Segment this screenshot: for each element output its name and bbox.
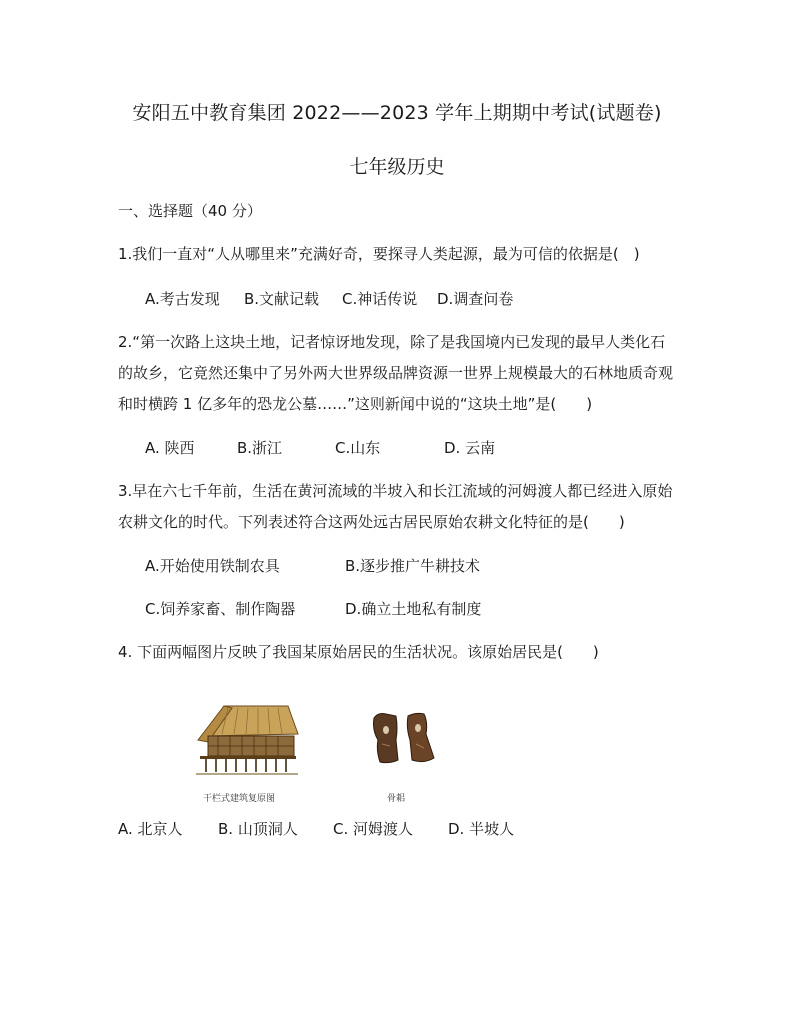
stilt-house-caption: 干栏式建筑复原图 [203,794,276,804]
option-a: A.开始使用铁制农具 [145,557,280,575]
option-c: C.神话传说 [342,290,418,308]
question-2-text: 2.“第一次路上这块土地，记者惊讶地发现，除了是我国境内已发现的最早人类化石的故乡，它竟然还集中了另外两大世界级品牌资源一世界上规模最大的石林地质奇观和时横跨 1 亿多年的恐龙公墓……”这则新闻中说的“这块土地”是( ) [118,333,674,413]
option-b: B. 山顶洞人 [218,820,298,838]
option-d: D.调查问卷 [437,290,514,308]
option-d: D.确立土地私有制度 [345,600,482,618]
option-a: A. 陕西 [145,439,195,457]
option-c: C.山东 [335,439,381,457]
option-a: A.考古发现 [145,290,220,308]
option-b: B.浙江 [237,439,283,457]
option-c: C.饲养家畜、制作陶器 [145,600,296,618]
bone-spade-caption: 骨耜 [387,794,406,804]
option-b: B.文献记载 [244,290,320,308]
question-4-text: 4. 下面两幅图片反映了我国某原始居民的生活状况。该原始居民是( ) [118,643,599,661]
section-heading: 一、选择题（40 分） [118,202,262,220]
option-d: D. 云南 [444,439,496,457]
option-a: A. 北京人 [118,820,183,838]
question-1-text: 1.我们一直对“人从哪里来”充满好奇，要探寻人类起源，最为可信的依据是( ) [118,245,640,263]
question-3-text: 3.早在六七千年前，生活在黄河流域的半坡入和长江流域的河姆渡人都已经进入原始农耕文化的时代。下列表述符合这两处远古居民原始农耕文化特征的是( ) [118,482,673,531]
stilt-house-illustration [192,700,300,778]
exam-subtitle: 七年级历史 [349,156,445,178]
exam-title: 安阳五中教育集团 2022——2023 学年上期期中考试(试题卷) [132,102,662,124]
option-b: B.逐步推广牛耕技术 [345,557,481,575]
option-d: D. 半坡人 [448,820,515,838]
bone-spade-illustration [368,710,440,766]
option-c: C. 河姆渡人 [333,820,414,838]
